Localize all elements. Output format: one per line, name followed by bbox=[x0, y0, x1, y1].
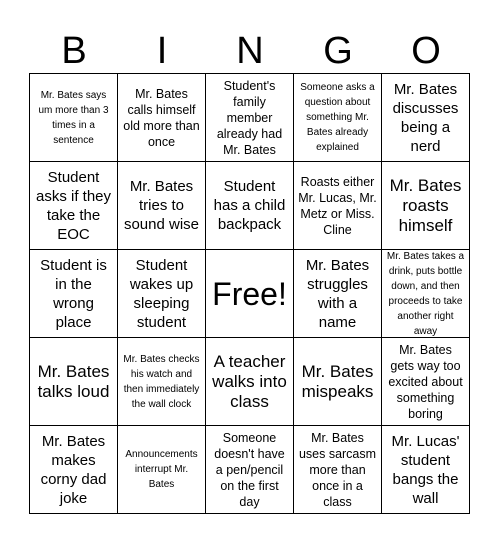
header-letter-o: O bbox=[411, 30, 441, 72]
bingo-cell[interactable] bbox=[30, 162, 118, 250]
bingo-cell[interactable] bbox=[294, 74, 382, 162]
cell-text: Mr. Bates says um more than 3 times in a sentence bbox=[38, 89, 109, 146]
bingo-cell[interactable] bbox=[206, 426, 294, 514]
bingo-cell[interactable] bbox=[294, 250, 382, 338]
bingo-cell[interactable] bbox=[382, 162, 470, 250]
cell-text: Mr. Bates calls himself old more than once bbox=[123, 86, 200, 149]
bingo-cell[interactable] bbox=[118, 74, 206, 162]
cell-text: Mr. Bates gets way too excited about something boring bbox=[388, 342, 463, 421]
cell-text: Someone asks a question about something Mr. Bates already explained bbox=[300, 82, 375, 153]
bingo-cell[interactable] bbox=[30, 74, 118, 162]
free-space-text: Free! bbox=[212, 275, 287, 312]
cell-text: Announcements interrupt Mr. Bates bbox=[125, 449, 198, 490]
header-letter-b: B bbox=[61, 30, 87, 72]
cell-text: Mr. Bates struggles with a name bbox=[305, 256, 370, 331]
header-letter-i: I bbox=[156, 30, 168, 72]
bingo-cell[interactable] bbox=[30, 250, 118, 338]
free-space-cell[interactable] bbox=[206, 250, 294, 338]
bingo-cell[interactable] bbox=[118, 250, 206, 338]
cell-text: Mr. Bates mispeaks bbox=[301, 361, 374, 401]
bingo-cell[interactable] bbox=[382, 74, 470, 162]
cell-text: Mr. Bates tries to sound wise bbox=[123, 178, 200, 233]
bingo-cell[interactable] bbox=[294, 162, 382, 250]
bingo-cell[interactable] bbox=[30, 426, 118, 514]
cell-text: Mr. Bates talks loud bbox=[37, 361, 110, 401]
cell-text: Mr. Bates discusses being a nerd bbox=[392, 80, 459, 155]
cell-text: Mr. Bates checks his watch and then immediately the wall clock bbox=[123, 353, 200, 410]
cell-text: Mr. Bates takes a drink, puts bottle down, and then proceeds to take another right away bbox=[386, 250, 465, 337]
bingo-cell[interactable] bbox=[118, 338, 206, 426]
cell-text: Mr. Lucas' student bangs the wall bbox=[391, 432, 460, 507]
bingo-cell[interactable] bbox=[118, 426, 206, 514]
cell-text: Student's family member already had Mr. Bates bbox=[216, 78, 283, 157]
cell-text: Student asks if they take the EOC bbox=[35, 168, 112, 243]
cell-text: Student is in the wrong place bbox=[40, 256, 107, 331]
header-letter-g: G bbox=[323, 30, 353, 72]
cell-text: Mr. Bates roasts himself bbox=[389, 175, 462, 235]
cell-text: Student has a child backpack bbox=[213, 178, 286, 233]
bingo-cell[interactable] bbox=[382, 250, 470, 338]
cell-text: Student wakes up sleeping student bbox=[129, 256, 194, 331]
header-letter-n: N bbox=[236, 30, 264, 72]
bingo-cell[interactable] bbox=[382, 426, 470, 514]
bingo-header bbox=[30, 30, 470, 72]
bingo-cell[interactable] bbox=[294, 426, 382, 514]
cell-text: Someone doesn't have a pen/pencil on the first day bbox=[214, 430, 285, 509]
cell-text: Roasts either Mr. Lucas, Mr. Metz or Miss. Cline bbox=[298, 174, 377, 237]
bingo-cell[interactable] bbox=[206, 338, 294, 426]
cell-text: A teacher walks into class bbox=[212, 351, 287, 411]
cell-text: Mr. Bates uses sarcasm more than once in a class bbox=[298, 430, 377, 509]
bingo-cell[interactable] bbox=[382, 338, 470, 426]
cell-text: Mr. Bates makes corny dad joke bbox=[40, 432, 107, 507]
bingo-cell[interactable] bbox=[294, 338, 382, 426]
bingo-cell[interactable] bbox=[206, 74, 294, 162]
bingo-board bbox=[29, 73, 470, 514]
bingo-cell[interactable] bbox=[206, 162, 294, 250]
bingo-cell[interactable] bbox=[30, 338, 118, 426]
bingo-cell[interactable] bbox=[118, 162, 206, 250]
